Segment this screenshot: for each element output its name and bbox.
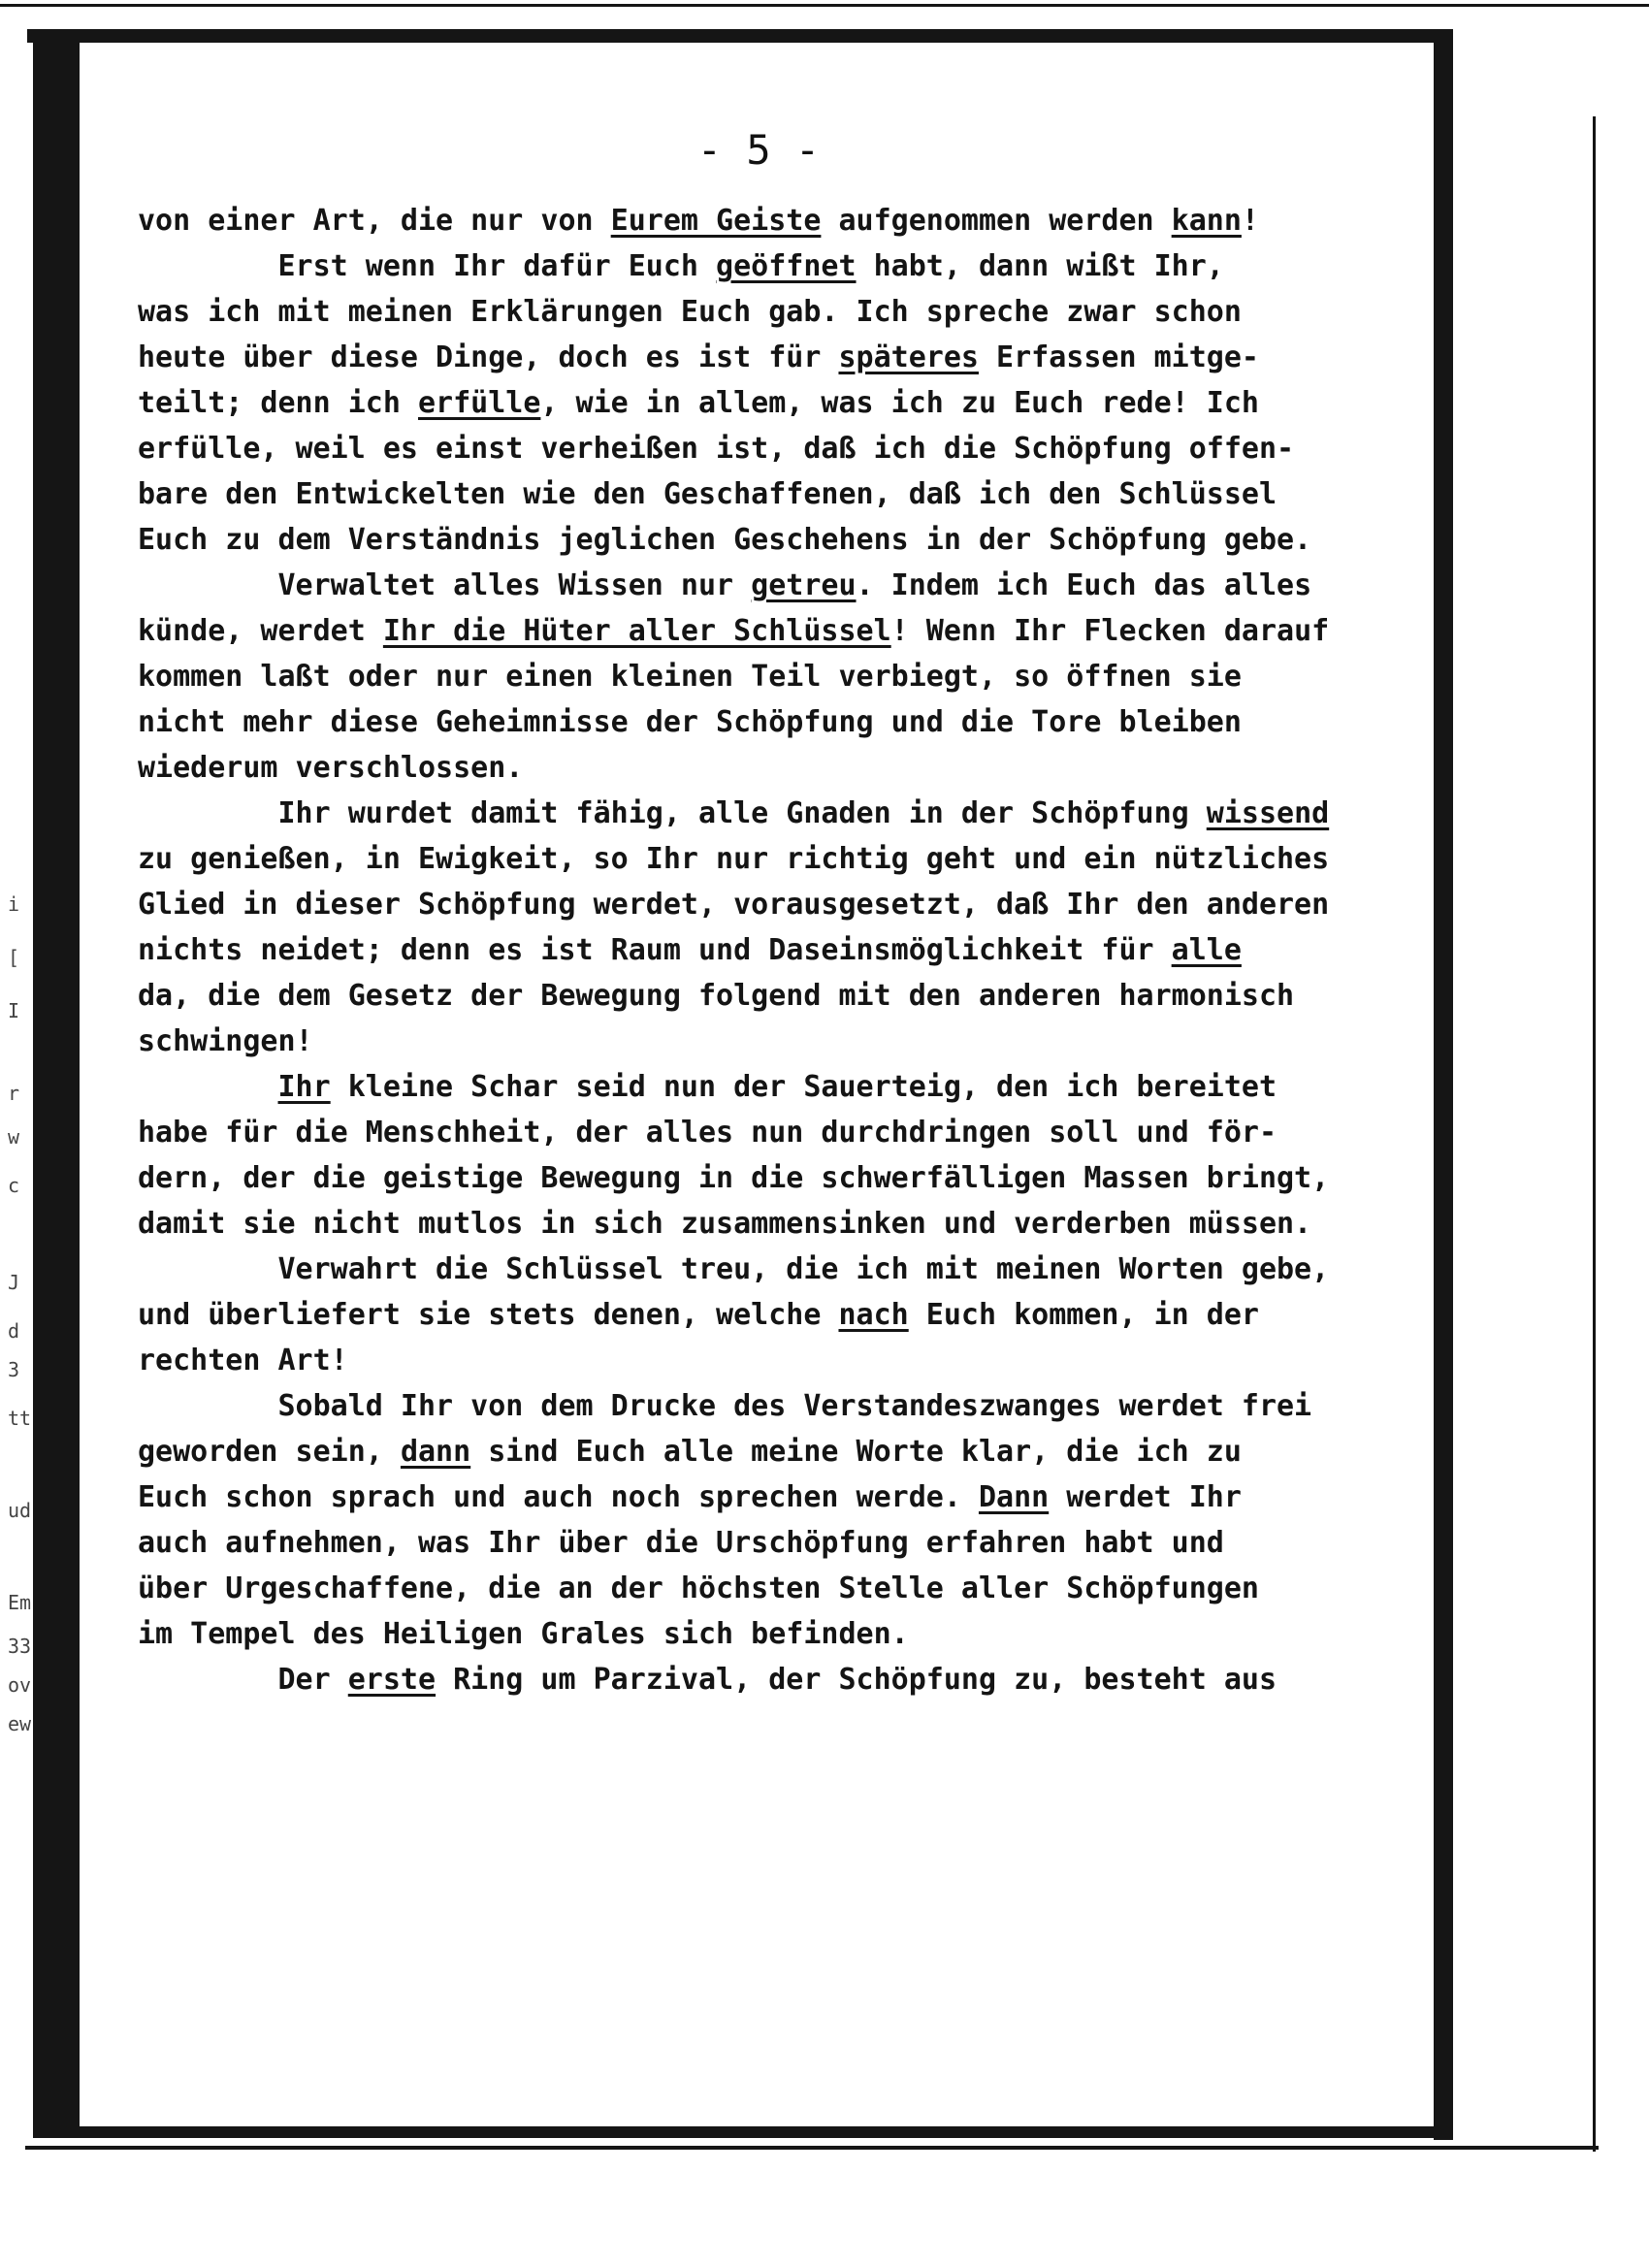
margin-fragment: r <box>8 1082 20 1105</box>
text-line <box>138 380 1428 426</box>
text-segment: ! <box>1241 204 1259 238</box>
margin-fragment: w <box>8 1125 20 1149</box>
text-segment: über Urgeschaffene, die an der höchsten Stelle aller Schöpfungen <box>138 1571 1259 1605</box>
underlined-phrase: erfülle <box>417 386 541 420</box>
text-segment: künde, werdet <box>138 614 383 648</box>
text-segment: erfülle, weil es einst verheißen ist, daß ich die Schöpfung offen- <box>138 432 1295 466</box>
text-segment: auch aufnehmen, was Ihr über die Urschöpfung erfahren habt und <box>138 1526 1224 1560</box>
text-line <box>138 471 1428 517</box>
margin-fragment: c <box>8 1174 20 1197</box>
text-segment: rechten Art! <box>138 1344 348 1377</box>
underlined-phrase: nach <box>838 1298 909 1332</box>
margin-fragment: I <box>8 999 20 1022</box>
text-segment: Erst wenn Ihr dafür Euch <box>138 249 717 283</box>
underlined-phrase: alle <box>1171 933 1242 967</box>
text-segment: was ich mit meinen Erklärungen Euch gab. Ich spreche zwar schon <box>138 295 1242 329</box>
text-line <box>138 1201 1428 1247</box>
margin-fragment: [ <box>8 946 20 969</box>
text-segment: im Tempel des Heiligen Grales sich befinden. <box>138 1617 909 1651</box>
text-segment: damit sie nicht mutlos in sich zusammensinken und verderben müssen. <box>138 1207 1312 1241</box>
body-text <box>138 198 1428 1702</box>
text-segment: Ihr wurdet damit fähig, alle Gnaden in der Schöpfung <box>138 796 1207 830</box>
scan-edge-bottom <box>25 2146 1599 2150</box>
text-line <box>138 1247 1428 1292</box>
text-line <box>138 517 1428 563</box>
underlined-phrase: erste <box>347 1663 436 1697</box>
margin-fragment: i <box>8 892 20 916</box>
text-line <box>138 791 1428 836</box>
text-segment: Verwaltet alles Wissen nur <box>138 568 752 602</box>
text-segment: Erfassen mitge- <box>978 340 1259 374</box>
margin-fragment: ew <box>8 1712 32 1735</box>
text-line <box>138 1566 1428 1611</box>
text-line <box>138 699 1428 745</box>
text-line <box>138 1657 1428 1702</box>
text-line <box>138 243 1428 289</box>
text-line <box>138 1611 1428 1657</box>
text-line <box>138 1474 1428 1520</box>
text-line <box>138 198 1428 243</box>
margin-fragment: tt <box>8 1407 32 1430</box>
text-line <box>138 1064 1428 1110</box>
text-line <box>138 745 1428 791</box>
text-segment: kommen laßt oder nur einen kleinen Teil verbiegt, so öffnen sie <box>138 660 1242 694</box>
margin-fragment: 3 <box>8 1358 20 1381</box>
underlined-phrase: Eurem Geiste <box>610 204 822 238</box>
scan-edge-right <box>1593 116 1596 2152</box>
typewritten-page <box>80 43 1434 2126</box>
text-segment: nichts neidet; denn es ist Raum und Daseinsmöglichkeit für <box>138 933 1172 967</box>
underlined-phrase: Dann <box>978 1480 1050 1514</box>
text-segment: von einer Art, die nur von <box>138 204 611 238</box>
text-segment: und überliefert sie stets denen, welche <box>138 1298 839 1332</box>
underlined-phrase: geöffnet <box>716 249 857 283</box>
text-segment: habe für die Menschheit, der alles nun durchdringen soll und för- <box>138 1116 1277 1150</box>
text-line <box>138 927 1428 973</box>
scan-border-right <box>1434 35 1453 2140</box>
text-segment: da, die dem Gesetz der Bewegung folgend mit den anderen harmonisch <box>138 979 1295 1013</box>
text-segment: Euch kommen, in der <box>908 1298 1259 1332</box>
scan-border-bottom <box>33 2126 1449 2138</box>
text-line <box>138 1338 1428 1383</box>
text-segment: habt, dann wißt Ihr, <box>856 249 1224 283</box>
margin-fragment: 33 <box>8 1635 32 1658</box>
margin-fragment: Em <box>8 1591 32 1614</box>
text-segment: zu genießen, in Ewigkeit, so Ihr nur richtig geht und ein nützliches <box>138 842 1330 876</box>
margin-fragment: ov <box>8 1673 32 1697</box>
text-line <box>138 973 1428 1019</box>
margin-fragment: J <box>8 1271 20 1294</box>
underlined-phrase: Ihr die Hüter aller Schlüssel <box>382 614 891 648</box>
text-segment: , wie in allem, was ich zu Euch rede! Ich <box>540 386 1259 420</box>
text-segment: . Indem ich Euch das alles <box>856 568 1312 602</box>
text-line <box>138 1520 1428 1566</box>
underlined-phrase: wissend <box>1206 796 1330 830</box>
text-line <box>138 1155 1428 1201</box>
text-line <box>138 608 1428 654</box>
scan-edge-top <box>0 4 1649 7</box>
text-segment: Glied in dieser Schöpfung werdet, vorausgesetzt, daß Ihr den anderen <box>138 888 1330 922</box>
text-line <box>138 882 1428 927</box>
text-segment: Euch schon sprach und auch noch sprechen werde. <box>138 1480 979 1514</box>
text-segment: sind Euch alle meine Worte klar, die ich zu <box>470 1435 1242 1469</box>
text-segment: ! Wenn Ihr Flecken darauf <box>890 614 1330 648</box>
text-line <box>138 654 1428 699</box>
text-segment: schwingen! <box>138 1024 313 1058</box>
text-line <box>138 335 1428 380</box>
text-segment: bare den Entwickelten wie den Geschaffenen, daß ich den Schlüssel <box>138 477 1277 511</box>
text-segment: nicht mehr diese Geheimnisse der Schöpfung und die Tore bleiben <box>138 705 1242 739</box>
text-line <box>138 1292 1428 1338</box>
text-segment: Euch zu dem Verständnis jeglichen Geschehens in der Schöpfung gebe. <box>138 523 1312 557</box>
text-segment: Ring um Parzival, der Schöpfung zu, besteht aus <box>436 1663 1277 1697</box>
text-line <box>138 563 1428 608</box>
text-line <box>138 426 1428 471</box>
underlined-phrase: Ihr <box>277 1070 331 1104</box>
underlined-phrase: späteres <box>838 340 979 374</box>
text-segment: werdet Ihr <box>1049 1480 1242 1514</box>
text-line <box>138 289 1428 335</box>
scan-border-top <box>27 29 1453 43</box>
text-line <box>138 1110 1428 1155</box>
text-segment: Der <box>138 1663 348 1697</box>
margin-fragment: d <box>8 1319 20 1343</box>
text-line <box>138 1383 1428 1429</box>
text-line <box>138 836 1428 882</box>
text-segment: dern, der die geistige Bewegung in die schwerfälligen Massen bringt, <box>138 1161 1330 1195</box>
text-segment: Sobald Ihr von dem Drucke des Verstandeszwanges werdet frei <box>138 1389 1312 1423</box>
underlined-phrase: getreu <box>751 568 857 602</box>
margin-fragment: ud <box>8 1499 32 1522</box>
underlined-phrase: dann <box>400 1435 471 1469</box>
text-line <box>138 1019 1428 1064</box>
text-segment: heute über diese Dinge, doch es ist für <box>138 340 839 374</box>
text-segment: kleine Schar seid nun der Sauerteig, den ich bereitet <box>330 1070 1277 1104</box>
text-segment: geworden sein, <box>138 1435 401 1469</box>
text-segment: Verwahrt die Schlüssel treu, die ich mit meinen Worten gebe, <box>138 1252 1330 1286</box>
text-segment: teilt; denn ich <box>138 386 418 420</box>
text-segment <box>138 1070 278 1104</box>
page-number: - 5 - <box>696 126 821 174</box>
underlined-phrase: kann <box>1171 204 1242 238</box>
text-segment: aufgenommen werden <box>821 204 1172 238</box>
text-line <box>138 1429 1428 1474</box>
text-segment: wiederum verschlossen. <box>138 751 524 785</box>
